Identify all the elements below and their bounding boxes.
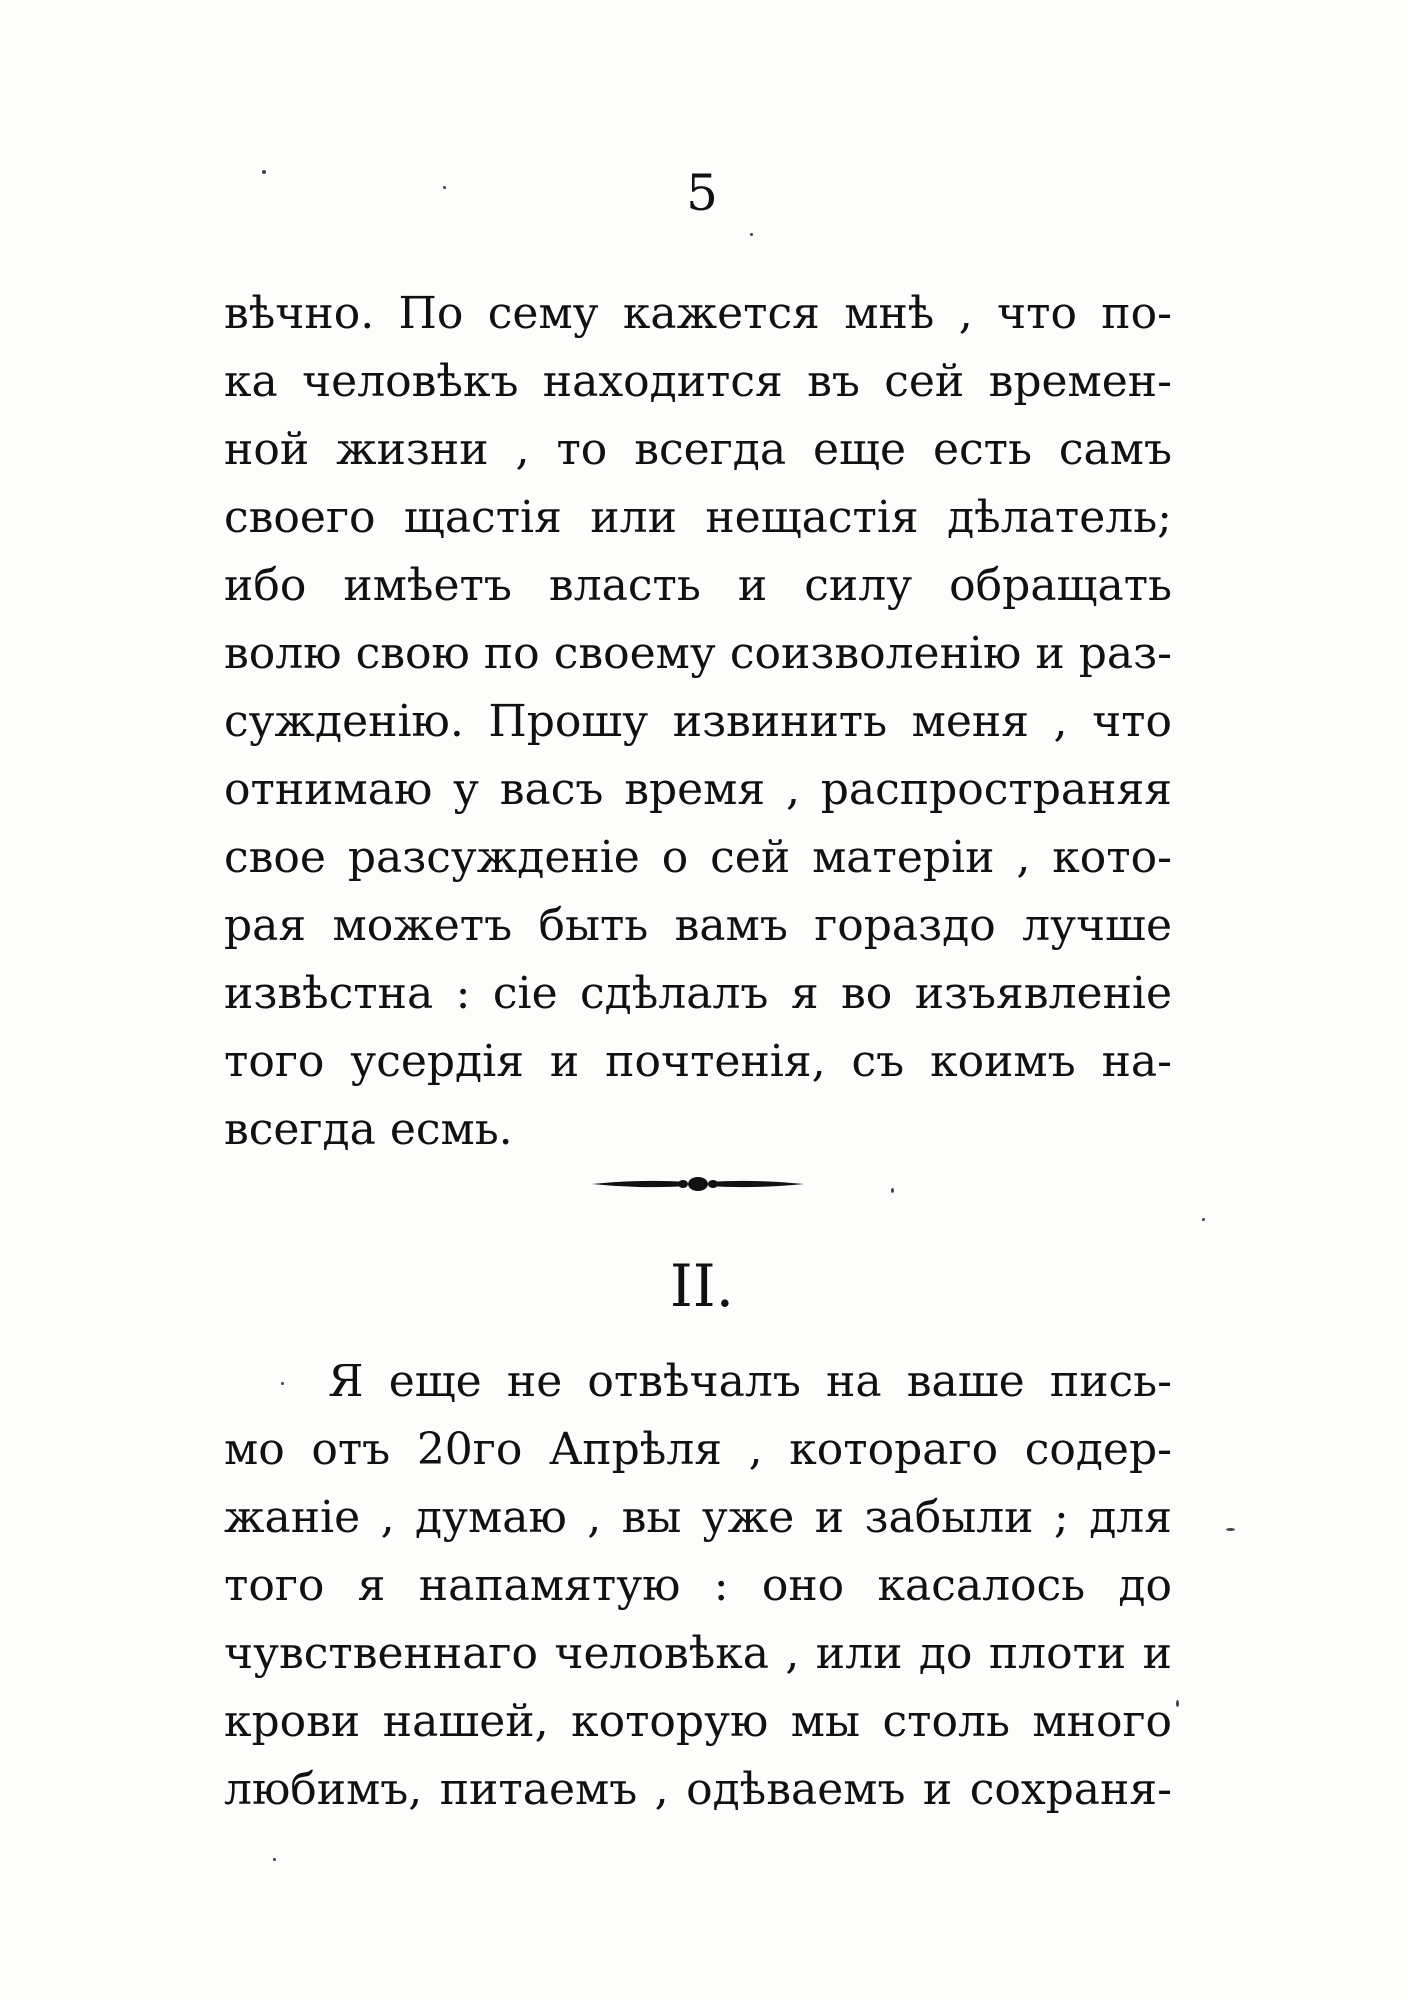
text-line: свое разсужденіе о сей матеріи , кото- — [224, 832, 1172, 883]
text-line: крови нашей, которую мы столь много — [224, 1696, 1172, 1747]
print-speck — [1202, 1218, 1205, 1221]
print-speck — [1226, 1528, 1235, 1531]
print-speck — [1176, 1700, 1179, 1707]
text-line: любимъ, питаемъ , одѣваемъ и сохраня- — [224, 1764, 1172, 1815]
text-line: всегда есмь. — [224, 1104, 513, 1155]
section-heading: II. — [669, 1252, 735, 1320]
text-line: ной жизни , то всегда еще есть самъ — [224, 424, 1172, 475]
text-line: своего щастія или нещастія дѣлатель; — [224, 492, 1172, 543]
text-line: того я напамятую : оно касалось до — [224, 1560, 1172, 1611]
text-line: рая можетъ быть вамъ гораздо лучше — [224, 900, 1172, 951]
ornamental-divider — [590, 1172, 806, 1196]
text-line: того усердія и почтенія, съ коимъ на- — [224, 1036, 1172, 1087]
paragraph — [224, 1348, 1172, 1824]
paragraph-continued — [224, 280, 1172, 1164]
page-number: 5 — [686, 164, 718, 222]
print-speck — [750, 233, 753, 236]
text-line: чувственнаго человѣка , или до плоти и — [224, 1628, 1172, 1679]
text-line: ка человѣкъ находится въ сей времен- — [224, 356, 1172, 407]
text-line: Я еще не отвѣчалъ на ваше пись- — [328, 1356, 1172, 1407]
text-line: волю свою по своему соизволенію и раз- — [224, 628, 1172, 679]
text-line: жаніе , думаю , вы уже и забыли ; для — [224, 1492, 1172, 1543]
text-line: отнимаю у васъ время , распространяя — [224, 764, 1172, 815]
text-line: вѣчно. По сему кажется мнѣ , что по- — [224, 288, 1172, 339]
text-line: мо отъ 20го Апрѣля , котораго содер- — [224, 1424, 1172, 1475]
text-line: ибо имѣетъ власть и силу обращать — [224, 560, 1172, 611]
print-speck — [273, 1858, 276, 1861]
text-line: сужденію. Прошу извинить меня , что — [224, 696, 1172, 747]
text-line: извѣстна : сіе сдѣлалъ я во изъявленіе — [224, 968, 1172, 1019]
print-speck — [891, 1188, 894, 1193]
